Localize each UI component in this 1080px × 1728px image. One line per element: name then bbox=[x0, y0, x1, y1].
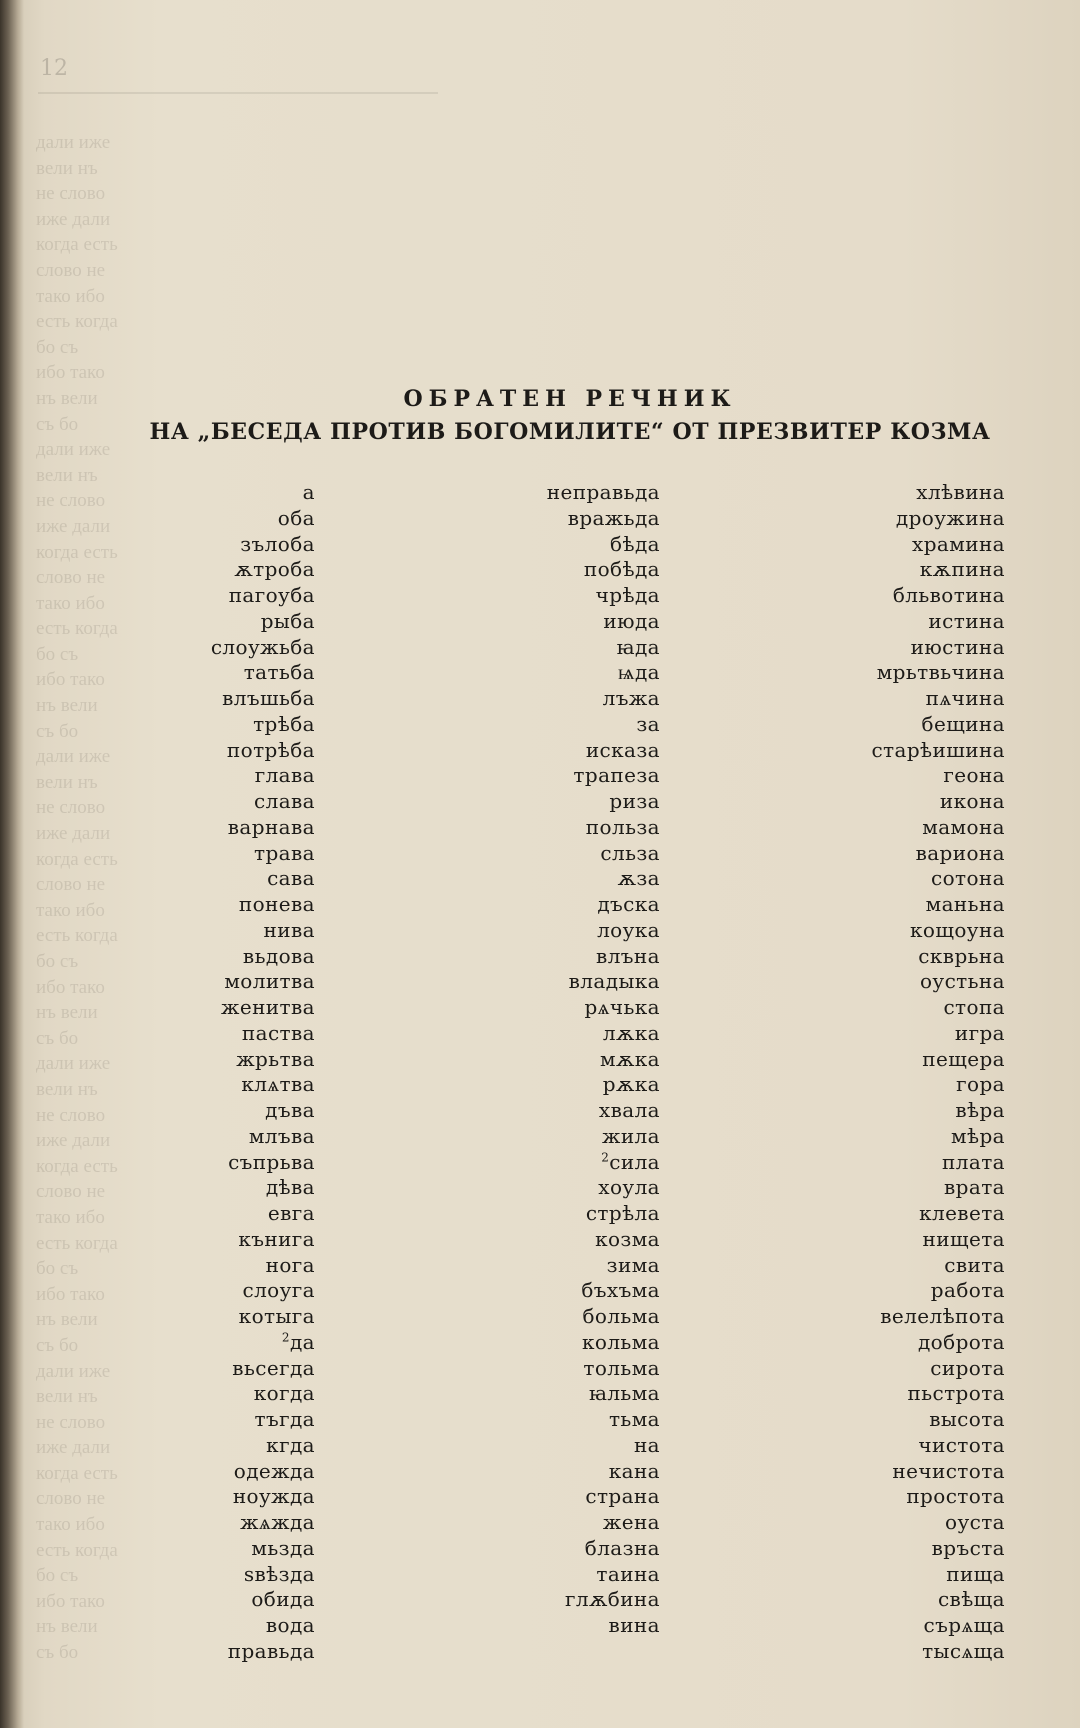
dictionary-word: жрьтва bbox=[236, 1046, 315, 1071]
bleed-through-text: дали иже вели нъ не слово иже дали когда есть слово не тако ибо есть когда бо съ ибо тако нъ вели съ бо дали иже вели нъ не слово иже дали когда есть слово не тако ибо есть когда бо съ ибо тако нъ вели съ бо дали иже вели нъ не слово иже дали когда есть слово не тако ибо есть когда бо съ ибо тако нъ вели съ бо дали иже вели нъ не слово иже дали когда есть слово не тако ибо есть когда бо съ ибо тако нъ вели съ бо дали иже вели нъ не слово иже дали когда есть слово не тако ибо есть когда бо съ ибо тако нъ вели съ бо bbox=[36, 132, 118, 1660]
dictionary-word: польза bbox=[585, 814, 660, 839]
dictionary-word: трапеза bbox=[573, 763, 660, 788]
dictionary-word: трава bbox=[254, 840, 315, 865]
dictionary-word: дъска bbox=[597, 892, 660, 916]
dictionary-word: сирота bbox=[930, 1355, 1005, 1380]
dictionary-word: правьда bbox=[227, 1638, 315, 1663]
dictionary-word: евга bbox=[267, 1201, 315, 1225]
dictionary-word: вьдова bbox=[242, 943, 315, 968]
dictionary-word: стрѣла bbox=[585, 1201, 660, 1225]
dictionary-word: икона bbox=[939, 789, 1005, 813]
dictionary-word: неправьда bbox=[546, 480, 660, 504]
dictionary-word: тольма bbox=[583, 1355, 660, 1380]
dictionary-word: вѣра bbox=[955, 1098, 1005, 1122]
dictionary-word: за bbox=[636, 711, 660, 736]
dictionary-word: храмина bbox=[912, 531, 1005, 556]
dictionary-word: нива bbox=[263, 917, 315, 942]
dictionary-word: доброта bbox=[917, 1329, 1005, 1354]
dictionary-word: хоула bbox=[598, 1175, 660, 1200]
dictionary-word: сльза bbox=[600, 840, 660, 865]
dictionary-word: кощоуна bbox=[910, 917, 1005, 942]
dictionary-word: клевета bbox=[919, 1201, 1005, 1225]
dictionary-word: влъна bbox=[596, 943, 660, 968]
dictionary-word: бъхъма bbox=[581, 1278, 660, 1303]
dictionary-word: велелѣпота bbox=[880, 1304, 1005, 1328]
dictionary-word: июда bbox=[603, 608, 660, 633]
dictionary-word: съпрьва bbox=[228, 1149, 315, 1174]
dictionary-word: глава bbox=[254, 763, 315, 788]
dictionary-word: ноужда bbox=[232, 1484, 315, 1509]
dictionary-word: нога bbox=[265, 1252, 315, 1277]
dictionary-word: стопа bbox=[943, 995, 1005, 1019]
dictionary-word: мамона bbox=[922, 814, 1005, 839]
dictionary-word: риза bbox=[609, 789, 660, 813]
dictionary-word: рѫка bbox=[602, 1072, 660, 1097]
dictionary-word: паства bbox=[241, 1020, 315, 1045]
homonym-superscript: 2 bbox=[601, 1149, 610, 1164]
dictionary-word: тысѧща bbox=[922, 1638, 1005, 1663]
dictionary-word: зима bbox=[606, 1252, 660, 1277]
dictionary-word: кѫпина bbox=[919, 557, 1005, 582]
dictionary-word: таина bbox=[596, 1561, 660, 1586]
dictionary-word: кольма bbox=[581, 1329, 660, 1354]
dictionary-word: мрьтвьчина bbox=[876, 660, 1005, 685]
dictionary-word: дроужина bbox=[895, 505, 1005, 530]
dictionary-word: врата bbox=[944, 1175, 1005, 1200]
dictionary-word: маньна bbox=[925, 892, 1005, 916]
dictionary-word: обида bbox=[251, 1587, 315, 1612]
dictionary-word: жила bbox=[602, 1123, 660, 1148]
dictionary-word: кънига bbox=[238, 1226, 315, 1251]
dictionary-word: рѧчька bbox=[584, 995, 660, 1019]
dictionary-word: връста bbox=[931, 1535, 1005, 1560]
dictionary-word: пища bbox=[946, 1561, 1005, 1586]
dictionary-word: чистота bbox=[918, 1432, 1005, 1457]
dictionary-word: вина bbox=[608, 1613, 660, 1637]
dictionary-word: кгда bbox=[266, 1432, 315, 1457]
dictionary-word: ѫза bbox=[617, 866, 660, 891]
dictionary-word: кана bbox=[608, 1458, 660, 1483]
dictionary-word: млъва bbox=[248, 1123, 315, 1148]
dictionary-word: лъжа bbox=[602, 686, 660, 710]
dictionary-word: нищета bbox=[922, 1226, 1005, 1251]
dictionary-word: одежда bbox=[233, 1458, 315, 1483]
dictionary-word: когда bbox=[253, 1381, 315, 1406]
dictionary-word: рыба bbox=[260, 608, 315, 633]
dictionary-word: ѕвѣзда bbox=[243, 1561, 315, 1586]
dictionary-word: жена bbox=[602, 1510, 660, 1534]
dictionary-subtitle: НА „БЕСЕДА ПРОТИВ БОГОМИЛИТЕ“ ОТ ПРЕЗВИТЕР КОЗМА bbox=[149, 419, 991, 445]
dictionary-word: работа bbox=[930, 1278, 1005, 1303]
dictionary-word: влъшьба bbox=[222, 686, 315, 710]
dictionary-word: татьба bbox=[243, 660, 315, 685]
dictionary-word: владыка bbox=[568, 969, 660, 994]
dictionary-word: мѣра bbox=[951, 1123, 1005, 1148]
dictionary-word: а bbox=[302, 480, 315, 504]
dictionary-word: молитва bbox=[224, 969, 315, 994]
dictionary-word: тьма bbox=[608, 1407, 660, 1431]
dictionary-word: бльвотина bbox=[892, 583, 1005, 607]
dictionary-word: дъва bbox=[265, 1098, 315, 1122]
dictionary-word: глѫбина bbox=[564, 1587, 660, 1612]
dictionary-word: сотона bbox=[930, 866, 1005, 891]
dictionary-word: мѫка bbox=[600, 1046, 660, 1071]
word-column-right bbox=[780, 480, 1005, 1665]
dictionary-word: котыга bbox=[238, 1304, 315, 1328]
dictionary-word: старѣишина bbox=[871, 737, 1005, 762]
dictionary-word: слоуга bbox=[242, 1278, 315, 1303]
dictionary-word: плата bbox=[942, 1149, 1005, 1174]
dictionary-word: зълоба bbox=[240, 531, 315, 556]
dictionary-word: варнава bbox=[227, 814, 315, 839]
homonym-superscript: 2 bbox=[281, 1330, 290, 1345]
dictionary-word: на bbox=[633, 1432, 660, 1457]
dictionary-word: оустьна bbox=[919, 969, 1005, 994]
dictionary-word: сава bbox=[267, 866, 315, 891]
dictionary-word: ꙗльма bbox=[588, 1381, 660, 1406]
dictionary-word: гора bbox=[956, 1072, 1005, 1097]
dictionary-word: хвала bbox=[598, 1098, 660, 1122]
dictionary-word: свѣща bbox=[937, 1587, 1005, 1612]
dictionary-word: вьсегда bbox=[232, 1355, 315, 1380]
dictionary-word: жѧжда bbox=[240, 1510, 315, 1534]
dictionary-word: ѩда bbox=[617, 660, 660, 685]
dictionary-word: женитва bbox=[221, 995, 315, 1019]
dictionary-word: клѧтва bbox=[241, 1072, 315, 1097]
dictionary-word: пѧчина bbox=[925, 686, 1005, 710]
dictionary-word: вода bbox=[265, 1613, 315, 1637]
dictionary-title: ОБРАТЕН РЕЧНИК bbox=[403, 386, 737, 412]
dictionary-word: $^2$сила bbox=[601, 1149, 660, 1174]
dictionary-word: вражьда bbox=[567, 505, 660, 530]
dictionary-word: пещера bbox=[922, 1046, 1005, 1071]
dictionary-word: лѫка bbox=[602, 1020, 660, 1045]
dictionary-word: оба bbox=[277, 505, 315, 530]
word-column-middle bbox=[480, 480, 660, 1639]
dictionary-word: лоука bbox=[597, 917, 660, 942]
dictionary-word: понева bbox=[238, 892, 315, 916]
dictionary-word: дѣва bbox=[265, 1175, 315, 1200]
dictionary-word: истина bbox=[928, 608, 1005, 633]
dictionary-word: блазна bbox=[584, 1535, 660, 1560]
dictionary-word: бещина bbox=[921, 711, 1005, 736]
dictionary-word: тъгда bbox=[254, 1407, 315, 1431]
faint-page-number: 12 bbox=[40, 56, 68, 81]
dictionary-word: простота bbox=[906, 1484, 1005, 1509]
dictionary-word: мьзда bbox=[251, 1535, 315, 1560]
dictionary-word: свита bbox=[944, 1252, 1005, 1277]
dictionary-word: $^2$да bbox=[281, 1329, 315, 1354]
dictionary-word: потрѣба bbox=[226, 737, 315, 762]
dictionary-word: побѣда bbox=[583, 557, 660, 582]
dictionary-word: пагоуба bbox=[228, 583, 315, 607]
book-spine-shadow bbox=[0, 0, 24, 1728]
dictionary-word: ꙗда bbox=[616, 634, 660, 659]
dictionary-word: скврьна bbox=[918, 943, 1005, 968]
dictionary-word: слоужьба bbox=[210, 634, 315, 659]
dictionary-word: игра bbox=[954, 1020, 1005, 1045]
dictionary-word: хлѣвина bbox=[916, 480, 1005, 504]
dictionary-word: оуста bbox=[945, 1510, 1005, 1534]
dictionary-word: нечистота bbox=[892, 1458, 1005, 1483]
dictionary-word: пьстрота bbox=[907, 1381, 1005, 1406]
dictionary-word: ѫтроба bbox=[234, 557, 315, 582]
faint-rule bbox=[38, 92, 438, 94]
dictionary-word: больма bbox=[582, 1304, 660, 1328]
dictionary-word: июстина bbox=[910, 634, 1005, 659]
dictionary-word: исказа bbox=[585, 737, 660, 762]
dictionary-word: слава bbox=[253, 789, 315, 813]
dictionary-word: сърѧща bbox=[923, 1613, 1005, 1637]
dictionary-word: трѣба bbox=[253, 711, 315, 736]
dictionary-word: высота bbox=[929, 1407, 1005, 1431]
dictionary-word: геона bbox=[943, 763, 1005, 788]
dictionary-word: вариона bbox=[915, 840, 1005, 865]
word-column-left bbox=[150, 480, 315, 1665]
dictionary-word: козма bbox=[595, 1226, 660, 1251]
dictionary-word: бѣда bbox=[610, 531, 660, 556]
dictionary-word: страна bbox=[585, 1484, 660, 1509]
dictionary-word: чрѣда bbox=[595, 583, 660, 607]
